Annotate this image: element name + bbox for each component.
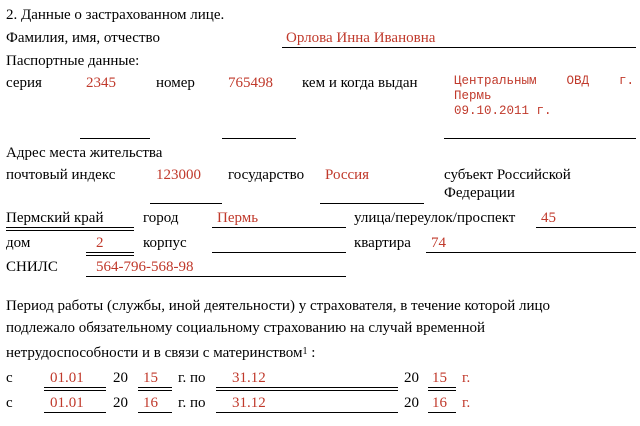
snils-underline (86, 276, 346, 277)
period-row-2-to-year-underline (428, 412, 456, 413)
period-row-1-g: г. (462, 370, 471, 386)
period-row-1-to-year-underline (428, 387, 456, 391)
region-underline (6, 227, 134, 231)
series-label: серия (6, 75, 42, 91)
period-row-1-to-date[interactable]: 31.12 (232, 370, 266, 386)
street-underline (536, 227, 636, 228)
house-value[interactable]: 2 (96, 235, 104, 251)
issued-line1-c: г. (618, 74, 634, 88)
city-value[interactable]: Пермь (217, 210, 259, 226)
period-row-1-from-date[interactable]: 01.01 (50, 370, 84, 386)
apartment-underline (426, 252, 636, 253)
fio-label: Фамилия, имя, отчество (6, 30, 160, 46)
period-row-2-to-label: г. по (178, 395, 206, 411)
region-value[interactable]: Пермский край (6, 210, 104, 226)
fio-value[interactable]: Орлова Инна Ивановна (286, 30, 436, 46)
period-row-2-from-date[interactable]: 01.01 (50, 395, 84, 411)
period-row-1-c20b: 20 (404, 370, 419, 386)
issued-value[interactable] (454, 74, 634, 119)
period-row-1-from-year[interactable]: 15 (143, 370, 158, 386)
number-value[interactable]: 765498 (228, 75, 273, 91)
subject-label-2: Федерации (444, 185, 515, 201)
issued-underline (444, 138, 636, 139)
period-row-1-to-date-underline (216, 387, 398, 391)
series-value[interactable]: 2345 (86, 75, 116, 91)
house-underline (86, 252, 134, 256)
section-title: 2. Данные о застрахованном лице. (6, 7, 225, 23)
footnote-marker: 1 (302, 346, 308, 357)
period-row-1-from-label: с (6, 370, 13, 386)
period-text-1: Период работы (службы, иной деятельности) у страхователя, в течение которой лицо (6, 298, 551, 314)
number-underline (222, 138, 296, 139)
period-row-2-from-year[interactable]: 16 (143, 395, 158, 411)
subject-label-1: субъект Российской (444, 167, 571, 183)
period-row-2-from-label: с (6, 395, 13, 411)
snils-label: СНИЛС (6, 259, 58, 275)
house-label: дом (6, 235, 31, 251)
postal-underline (150, 203, 222, 204)
issued-line1-b: ОВД (566, 74, 589, 88)
period-text-2: подлежало обязательному социальному страхованию на случай временной (6, 320, 486, 336)
number-label: номер (156, 75, 195, 91)
postal-value[interactable]: 123000 (156, 167, 201, 183)
period-text-3: нетрудоспособности и в связи с материнством (6, 345, 303, 361)
issued-line2: Пермь (454, 89, 492, 103)
period-row-2-to-date[interactable]: 31.12 (232, 395, 266, 411)
period-colon: : (311, 345, 316, 361)
snils-value[interactable]: 564-796-568-98 (96, 259, 194, 275)
fio-underline (282, 47, 636, 48)
street-value[interactable]: 45 (541, 210, 556, 226)
city-underline (212, 227, 346, 228)
street-label: улица/переулок/проспект (354, 210, 516, 226)
period-text-3-row (6, 345, 315, 362)
country-label: государство (228, 167, 305, 183)
period-row-1-to-label: г. по (178, 370, 206, 386)
period-row-2-g: г. (462, 395, 471, 411)
city-label: город (143, 210, 179, 226)
period-row-2-from-date-underline (44, 412, 106, 413)
issued-label: кем и когда выдан (302, 75, 418, 91)
period-row-1-from-year-underline (138, 387, 172, 391)
period-row-2-c20a: 20 (113, 395, 128, 411)
issued-line1-a: Центральным (454, 74, 537, 88)
period-row-1-c20a: 20 (113, 370, 128, 386)
period-row-1-to-year[interactable]: 15 (432, 370, 447, 386)
building-label: корпус (143, 235, 187, 251)
apartment-label: квартира (354, 235, 411, 251)
country-underline (320, 203, 424, 204)
issued-line3: 09.10.2011 г. (454, 104, 552, 118)
address-header: Адрес места жительства (6, 145, 163, 161)
building-underline (212, 252, 346, 253)
period-row-1-from-date-underline (44, 387, 106, 391)
period-row-2-c20b: 20 (404, 395, 419, 411)
country-value[interactable]: Россия (325, 167, 370, 183)
period-row-2-to-year[interactable]: 16 (432, 395, 447, 411)
postal-label: почтовый индекс (6, 167, 116, 183)
passport-header: Паспортные данные: (6, 53, 140, 69)
series-underline (80, 138, 150, 139)
apartment-value[interactable]: 74 (431, 235, 446, 251)
period-row-2-to-date-underline (216, 412, 398, 413)
period-row-2-from-year-underline (138, 412, 172, 413)
